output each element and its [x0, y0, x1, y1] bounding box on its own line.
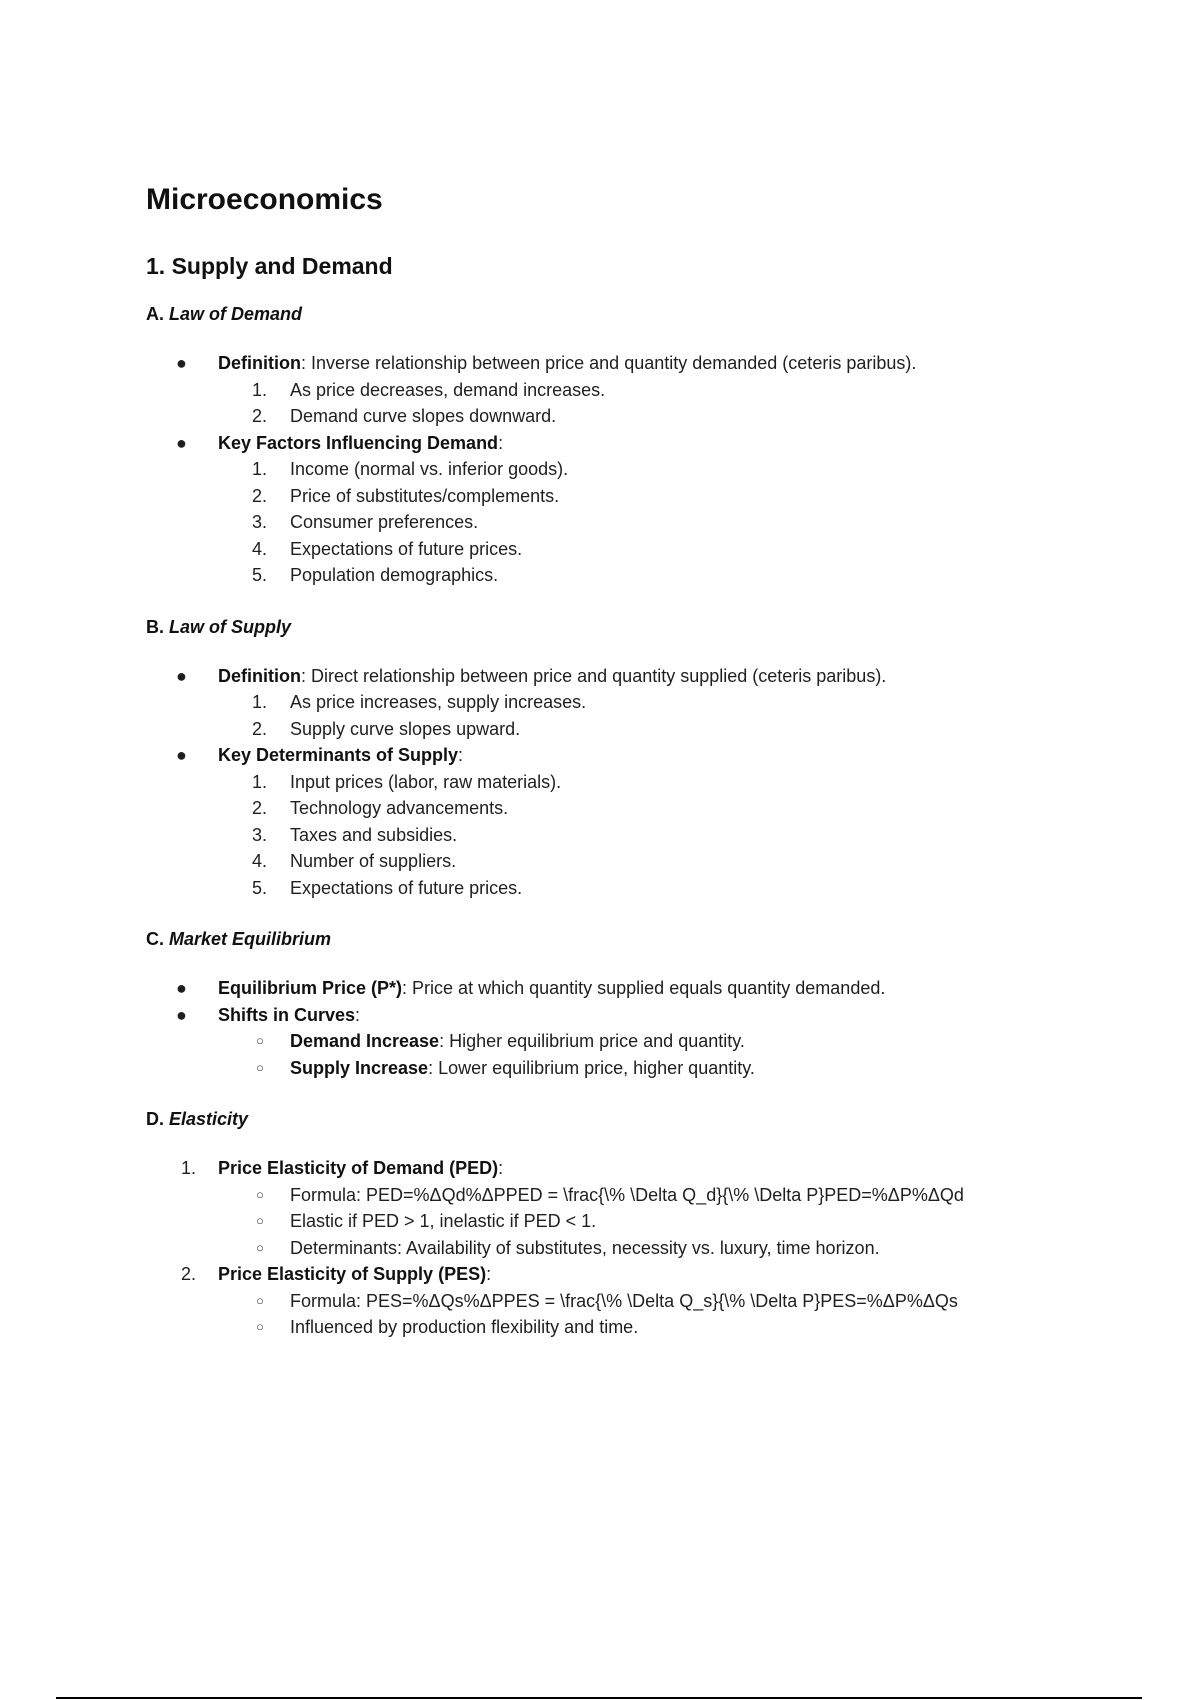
- item-text: Expectations of future prices.: [290, 538, 523, 559]
- item-text: Elastic if PED > 1, inelastic if PED < 1.: [290, 1211, 597, 1231]
- bullet-list: [146, 350, 1066, 589]
- bullet-icon: ●: [176, 432, 187, 453]
- subsection-title: Law of Demand: [169, 304, 303, 324]
- list-number: 3.: [252, 512, 268, 532]
- item-text: Input prices (labor, raw materials).: [290, 771, 562, 792]
- subsection-title: Elasticity: [169, 1109, 249, 1129]
- bullet-icon: ●: [176, 745, 187, 765]
- list-item: [146, 716, 1066, 743]
- item-text: Population demographics.: [290, 565, 499, 585]
- list-item: [146, 1314, 1066, 1341]
- circle-bullet-icon: ○: [256, 1239, 264, 1255]
- circle-bullet-icon: ○: [256, 1319, 264, 1334]
- bullet-icon: ●: [176, 978, 187, 998]
- list-item: [146, 377, 1066, 404]
- item-label: Price Elasticity of Demand (PED): [218, 1158, 499, 1178]
- item-text: Influenced by production flexibility and time.: [290, 1317, 639, 1337]
- page-divider: [56, 1697, 1142, 1699]
- list-item: [146, 1208, 1066, 1235]
- list-number: 5.: [252, 877, 268, 898]
- circle-bullet-icon: ○: [256, 1292, 264, 1308]
- list-item: [146, 350, 1066, 377]
- item-text: Taxes and subsidies.: [290, 824, 458, 845]
- list-number: 1.: [252, 379, 268, 400]
- section-heading-supply-demand: 1. Supply and Demand: [146, 253, 393, 279]
- item-label: Equilibrium Price (P*): [218, 978, 403, 998]
- list-item: [146, 875, 1066, 902]
- item-text: Supply curve slopes upward.: [290, 718, 521, 739]
- subsection-title: Market Equilibrium: [169, 929, 332, 949]
- subsection-heading-market-equilibrium: [146, 925, 1066, 953]
- item-text: : Direct relationship between price and quantity supplied (ceteris paribus).: [301, 665, 887, 686]
- item-text: : Inverse relationship between price and quantity demanded (ceteris paribus).: [301, 353, 917, 373]
- list-number: 4.: [252, 538, 268, 559]
- item-text: Demand curve slopes downward.: [290, 406, 557, 426]
- list-item: [146, 1028, 1066, 1055]
- list-number: 1.: [252, 692, 268, 712]
- list-number: 2.: [252, 485, 268, 506]
- list-number: 2.: [181, 1264, 197, 1284]
- list-item: [146, 795, 1066, 822]
- item-text: Income (normal vs. inferior goods).: [290, 459, 569, 479]
- item-label: Definition: [218, 665, 301, 686]
- list-item: [146, 1288, 1066, 1315]
- subsection-heading-elasticity: [146, 1105, 1066, 1133]
- subsection-prefix: B.: [146, 616, 170, 637]
- list-number: 2.: [252, 798, 268, 818]
- item-text: : Higher equilibrium price and quantity.: [439, 1031, 745, 1051]
- bullet-icon: ●: [176, 665, 187, 686]
- circle-bullet-icon: ○: [256, 1033, 264, 1048]
- list-item: [146, 430, 1066, 457]
- list-item: [146, 1235, 1066, 1262]
- item-text: :: [486, 1264, 492, 1284]
- item-text: Expectations of future prices.: [290, 877, 523, 898]
- item-text: :: [458, 745, 464, 765]
- list-number: 3.: [252, 824, 268, 845]
- subsection-prefix: D.: [146, 1109, 170, 1129]
- item-text: Formula: PES=%ΔQs%ΔPPES = \frac{\% \Delta Q_s}{\% \Delta P}PES=%ΔP%ΔQs: [290, 1290, 958, 1311]
- item-text: Price of substitutes/complements.: [290, 485, 560, 506]
- list-item: [146, 689, 1066, 716]
- subsection-prefix: A.: [146, 304, 170, 324]
- numbered-list: [146, 1155, 1066, 1341]
- list-item: [146, 1055, 1066, 1082]
- item-text: :: [498, 432, 504, 453]
- list-item: [146, 1002, 1066, 1029]
- subsection-elasticity: [146, 1105, 1066, 1341]
- item-label: Key Factors Influencing Demand: [218, 432, 499, 453]
- bullet-list: [146, 975, 1066, 1081]
- list-item: [146, 663, 1066, 690]
- item-text: As price decreases, demand increases.: [290, 379, 606, 400]
- circle-bullet-icon: ○: [256, 1213, 264, 1228]
- list-item: [146, 403, 1066, 430]
- list-number: 2.: [252, 718, 268, 739]
- list-item: [146, 562, 1066, 589]
- list-item: [146, 822, 1066, 849]
- subsection-market-equilibrium: [146, 925, 1066, 1081]
- item-label: Demand Increase: [290, 1031, 440, 1051]
- list-item: [146, 769, 1066, 796]
- list-item: [146, 742, 1066, 769]
- item-label: Supply Increase: [290, 1057, 429, 1078]
- list-item: [146, 536, 1066, 563]
- item-label: Price Elasticity of Supply (PES): [218, 1264, 487, 1284]
- list-number: 2.: [252, 406, 268, 426]
- item-text: :: [498, 1158, 504, 1178]
- item-text: Formula: PED=%ΔQd%ΔPPED = \frac{\% \Delta Q_d}{\% \Delta P}PED=%ΔP%ΔQd: [290, 1184, 964, 1205]
- item-label: Definition: [218, 353, 301, 373]
- subsection-law-of-supply: [146, 613, 1066, 902]
- bullet-list: [146, 663, 1066, 902]
- item-text: Technology advancements.: [290, 798, 509, 818]
- list-number: 1.: [252, 771, 268, 792]
- list-item: [146, 456, 1066, 483]
- circle-bullet-icon: ○: [256, 1059, 264, 1075]
- list-number: 1.: [181, 1158, 197, 1178]
- bullet-icon: ●: [176, 353, 187, 373]
- item-text: As price increases, supply increases.: [290, 692, 587, 712]
- item-text: Number of suppliers.: [290, 851, 457, 871]
- list-item: [146, 1182, 1066, 1209]
- bullet-icon: ●: [176, 1004, 187, 1025]
- list-item: [146, 1155, 1066, 1182]
- subsection-heading-law-of-supply: [146, 613, 1066, 641]
- subsection-title: Law of Supply: [169, 616, 292, 637]
- list-item: [146, 975, 1066, 1002]
- list-number: 4.: [252, 851, 268, 871]
- item-label: Shifts in Curves: [218, 1004, 356, 1025]
- item-text: Determinants: Availability of substitutes, necessity vs. luxury, time horizon.: [290, 1237, 880, 1258]
- page-title: Microeconomics: [146, 183, 383, 216]
- list-item: [146, 848, 1066, 875]
- list-item: [146, 1261, 1066, 1288]
- subsection-law-of-demand: [146, 300, 1066, 589]
- list-item: [146, 483, 1066, 510]
- item-text: : Lower equilibrium price, higher quantity.: [428, 1057, 755, 1078]
- document-content: [146, 178, 1066, 1365]
- subsection-heading-law-of-demand: [146, 300, 1066, 328]
- item-text: : Price at which quantity supplied equals quantity demanded.: [402, 978, 886, 998]
- subsection-prefix: C.: [146, 929, 170, 949]
- item-label: Key Determinants of Supply: [218, 745, 459, 765]
- list-number: 5.: [252, 565, 268, 585]
- circle-bullet-icon: ○: [256, 1186, 264, 1202]
- list-number: 1.: [252, 459, 268, 479]
- item-text: Consumer preferences.: [290, 512, 479, 532]
- list-item: [146, 509, 1066, 536]
- item-text: :: [355, 1004, 361, 1025]
